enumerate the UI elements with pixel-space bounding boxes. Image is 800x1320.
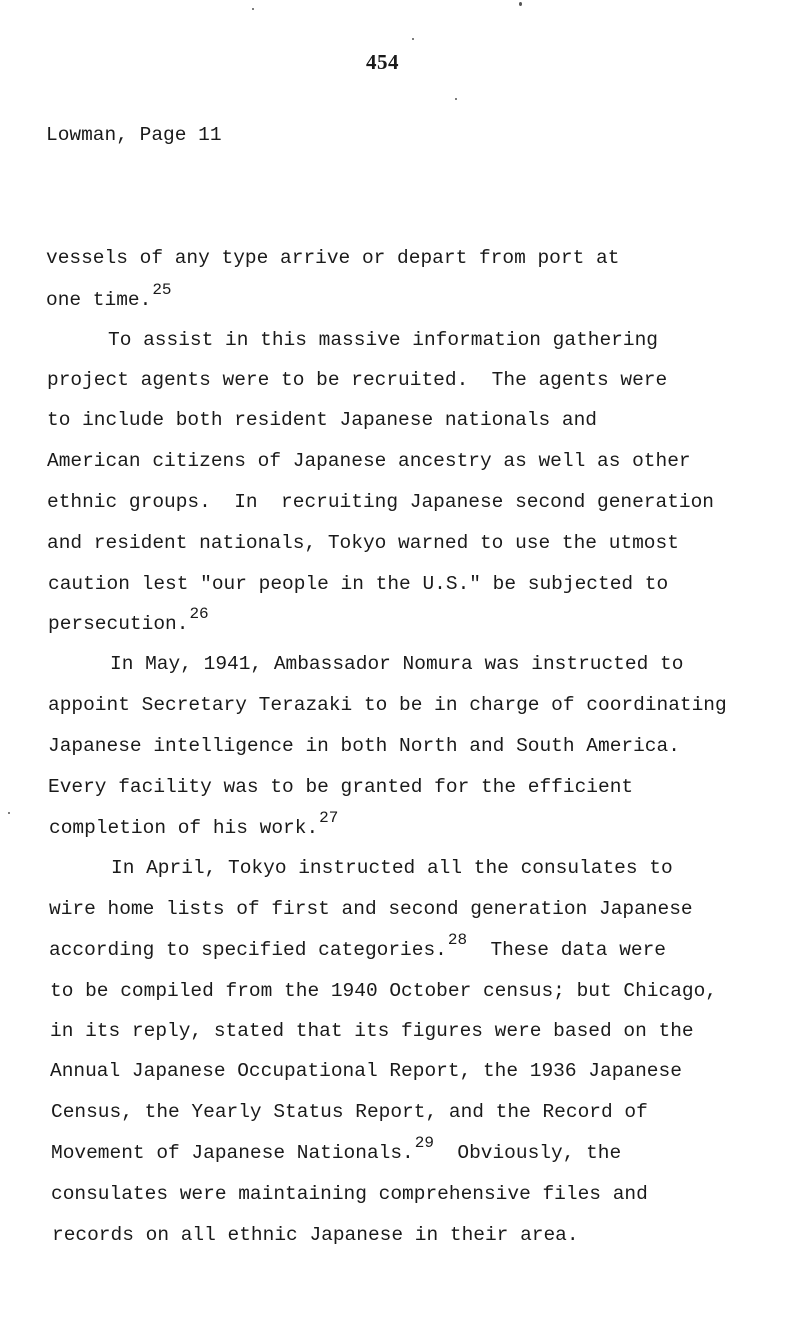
line-text: To assist in this massive information gathering — [108, 329, 658, 351]
text-line — [48, 734, 680, 758]
text-line — [48, 693, 727, 717]
scan-speck — [519, 2, 522, 6]
footnote-marker: 27 — [319, 809, 339, 827]
scan-speck — [252, 8, 254, 10]
text-line — [47, 449, 691, 473]
line-text: ethnic groups. In recruiting Japanese second generation — [47, 491, 715, 513]
line-text: caution lest "our people in the U.S." be subjected to — [48, 573, 669, 595]
text-line — [46, 281, 172, 313]
line-text: In May, 1941, Ambassador Nomura was instructed to — [110, 653, 684, 675]
line-text: Annual Japanese Occupational Report, the 1936 Japanese — [50, 1060, 682, 1082]
text-line — [49, 897, 693, 921]
line-text: to include both resident Japanese nationals and — [47, 409, 597, 431]
line-text: to be compiled from the 1940 October census; but Chicago, — [50, 980, 718, 1002]
line-text: Census, the Yearly Status Report, and the Record of — [51, 1101, 648, 1123]
line-text-continued: Obviously, the — [433, 1142, 622, 1164]
line-text: In April, Tokyo instructed all the consulates to — [111, 857, 673, 879]
scan-speck — [8, 812, 10, 814]
line-text: completion of his work. — [49, 817, 319, 839]
text-line — [50, 1059, 682, 1083]
text-line — [48, 605, 209, 637]
text-line — [110, 652, 683, 676]
page-number: 454 — [366, 50, 399, 74]
text-line — [50, 979, 717, 1003]
text-line — [51, 1182, 648, 1206]
running-head: Lowman, Page 11 — [46, 124, 222, 146]
line-text: Movement of Japanese Nationals. — [51, 1142, 414, 1164]
line-text-continued: These data were — [467, 939, 667, 961]
line-text: consulates were maintaining comprehensive files and — [51, 1183, 648, 1205]
line-text: vessels of any type arrive or depart from port at — [46, 247, 620, 269]
line-text: American citizens of Japanese ancestry as well as other — [47, 450, 691, 472]
text-line — [52, 1223, 579, 1247]
line-text: according to specified categories. — [49, 939, 447, 961]
text-line — [48, 775, 633, 799]
scan-speck — [455, 98, 457, 100]
text-line — [49, 931, 667, 963]
scan-speck — [412, 38, 414, 40]
text-line — [49, 809, 339, 841]
footnote-marker: 26 — [189, 605, 209, 623]
text-line — [47, 531, 679, 555]
line-text: project agents were to be recruited. The agents were — [47, 369, 668, 391]
line-text: records on all ethnic Japanese in their area. — [52, 1224, 579, 1246]
text-line — [111, 856, 673, 880]
text-line — [51, 1134, 622, 1166]
line-text: appoint Secretary Terazaki to be in charge of coordinating — [48, 694, 727, 716]
text-line — [51, 1100, 648, 1124]
text-line — [47, 490, 714, 514]
line-text: wire home lists of first and second generation Japanese — [49, 898, 693, 920]
text-line — [46, 246, 619, 270]
line-text: one time. — [46, 289, 152, 311]
text-line — [47, 368, 667, 392]
line-text: Japanese intelligence in both North and South America. — [48, 735, 680, 757]
line-text: in its reply, stated that its figures were based on the — [50, 1020, 694, 1042]
text-line — [47, 408, 597, 432]
line-text: persecution. — [48, 613, 189, 635]
line-text: Every facility was to be granted for the efficient — [48, 776, 634, 798]
footnote-marker: 29 — [414, 1134, 434, 1152]
footnote-marker: 25 — [152, 281, 172, 299]
text-line — [108, 328, 658, 352]
text-line — [48, 572, 668, 596]
footnote-marker: 28 — [447, 931, 468, 949]
text-line — [50, 1019, 694, 1043]
line-text: and resident nationals, Tokyo warned to use the utmost — [47, 532, 679, 554]
